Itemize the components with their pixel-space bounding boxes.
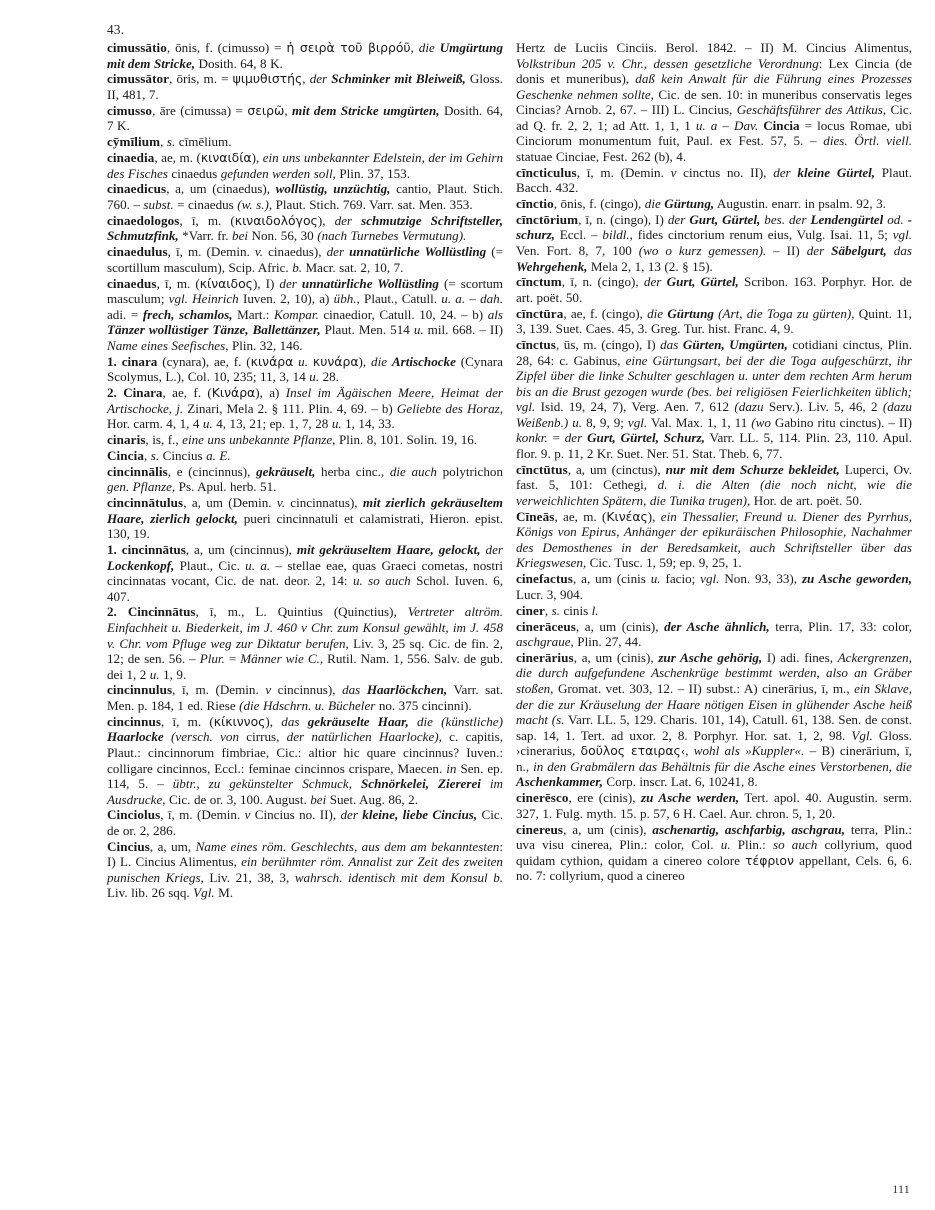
column-left	[107, 40, 503, 901]
dictionary-entry: cīnctūtus, a, um (cinctus), nur mit dem Schurze bekleidet, Luperci, Ov. fast. 5, 101: Cethegi, d. i. die Alten (die noch nicht, wie die verweichlichten Spätern, die Tunika trugen), Hor. de art. poët. 50.	[516, 461, 913, 508]
dictionary-entry: cimussātor, ōris, m. = ψιμυθιστής, der Schminker mit Bleiweiß, Gloss. II, 481, 7.	[107, 71, 503, 102]
dictionary-entry: 1. cincinnātus, a, um (cincinnus), mit gekräuseltem Haare, gelockt, der Lockenkopf, Plaut., Cic. u. a. – stellae eae, quas Graeci cometas, nostri cincinnatas vocant, Cic. de nat. deor. 2, 14: u. so auch Schol. Iuven. 6, 407.	[107, 541, 503, 604]
dictionary-entry: cinereus, a, um (cinis), aschenartig, aschfarbig, aschgrau, terra, Plin.: uva visu cinerea, Plin.: color, Col. u. Plin.: so auch collyrium, quod quidam cythion, quidam a cinereo colore τέφριον appellant, Cels. 6, 6. no. 7: collyrium, quod a cinereo	[516, 821, 913, 884]
dictionary-entry: cincinnātulus, a, um (Demin. v. cincinnatus), mit zierlich gekräuseltem Haare, zierlich gelockt, pueri cincinnatuli et calamistrati, Hieron. epist. 130, 19.	[107, 495, 503, 542]
dictionary-entry: cinaedulus, ī, m. (Demin. v. cinaedus), der unnatürliche Wollüstling (= scortillum masculum), Scip. Afric. b. Macr. sat. 2, 10, 7.	[107, 244, 504, 275]
dictionary-entry: 1. cinara (cynara), ae, f. (κινάρα u. κυνάρα), die Artischocke (Cynara Scolymus, L.), Col. 10, 235; 11, 3, 14 u. 28.	[107, 353, 503, 385]
dictionary-entry: ciner, s. cinis l.	[516, 602, 599, 618]
dictionary-entry: cincinnus, ī, m. (κίκιννος), das gekräuselte Haar, die (künstliche) Haarlocke (versch. von cirrus, der natürlichen Haarlocke), c. capitis, Plaut.: cincinnorum fimbriae, Cic.: altior hic quare cincinnus? Iuven.: colligare cincinnos, Eccl.: feminae cincinnos crispare, Maecen. in Sen. ep. 114, 5. – übtr., zu gekünstelter Schmuck, Schnörkelei, Ziererei im Ausdrucke, Cic. de or. 3, 100. August. bei Suet. Aug. 86, 2.	[107, 713, 503, 807]
dictionary-entry: Hertz de Luciis Cinciis. Berol. 1842. – II) M. Cincius Alimentus, Volkstribun 205 v. Chr., dessen gesetzliche Verordnung: Lex Cincia (de donis et muneribus), daß kein Anwalt für die Führung eines Prozesses Geschenke nehmen sollte, Cic. de sen. 10: in muneribus conservatis leges Cincias? Arnob. 2, 67. – III) L. Cincius, Geschäftsführer des Attikus, Cic. ad Q. fr. 2, 2, 1; ad Att. 1, 1, 1 u. a – Dav. Cincia = locus Romae, ubi Cinciorum monumentum fuit, Paul. ex Fest. 57, 5. – dies. Örtl. viell. statuae Cinciae, Fest. 262 (b), 4.	[516, 40, 913, 164]
dictionary-entry: cȳmīlium, s. cīmēlium.	[107, 134, 232, 150]
dictionary-entry: cinerāceus, a, um (cinis), der Asche ähnlich, terra, Plin. 17, 33: color, aschgraue, Plin. 27, 44.	[516, 618, 912, 650]
dictionary-entry: cinaedologos, ī, m. (κιναιδολόγος), der schmutzige Schriftsteller, Schmutzfink, *Varr. fr. bei Non. 56, 30 (nach Turnebes Vermutung).	[107, 212, 503, 244]
dictionary-entry: cinaedus, ī, m. (κίναιδος), I) der unnatürliche Wollüstling (= scortum masculum; vgl. Heinrich Iuven. 2, 10), a) übh., Plaut., Catull. u. a. – dah. adi. = frech, schamlos, Mart.: Kompar. cinaedior, Catull. 10, 24. – b) als Tänzer wollüstiger Tänze, Ballettänzer, Plaut. Men. 514 u. mil. 668. – II) Name eines Seefisches, Plin. 32, 146.	[107, 275, 504, 353]
dictionary-entry: 2. Cinara, ae, f. (Κινάρα), a) Insel im Ägäischen Meere, Heimat der Artischocke, j. Zinari, Mela 2. § 111. Plin. 4, 69. – b) Geliebte des Horaz, Hor. carm. 4, 1, 4 u. 4, 13, 21; ep. 1, 7, 28 u. 1, 14, 33.	[107, 385, 503, 432]
dictionary-entry: cīnctio, ōnis, f. (cingo), die Gürtung, Augustin. enarr. in psalm. 92, 3.	[516, 196, 886, 212]
dictionary-entry: cīnctūra, ae, f. (cingo), die Gürtung (Art, die Toga zu gürten), Quint. 11, 3, 139. Suet. Caes. 45, 3. Greg. Tur. hist. Franc. 4, 9.	[516, 305, 912, 337]
dictionary-entry: cinefactus, a, um (cinis u. facio; vgl. Non. 93, 33), zu Asche geworden, Lucr. 3, 904.	[516, 571, 912, 602]
dictionary-entry: cimusso, āre (cimussa) = σειρῶ, mit dem Stricke umgürten, Dosith. 64, 7 K.	[107, 102, 503, 134]
dictionary-entry: 2. Cincinnātus, ī, m., L. Quintius (Quinctius), Vertreter altröm. Einfachheit u. Biederkeit, im J. 460 v Chr. zum Konsul gewählt, im J. 458 v. Chr. vom Pfluge weg zur Diktatur berufen, Liv. 3, 25 sq. Cic. de fin. 2, 12; de sen. 56. – Plur. = Männer wie C., Rutil. Nam. 1, 556. Salv. de gub. dei 1, 2 u. 1, 9.	[107, 604, 503, 682]
page-number: 111	[892, 1184, 910, 1196]
dictionary-entry: cinaris, is, f., eine uns unbekannte Pflanze, Plin. 8, 101. Solin. 19, 16.	[107, 431, 478, 447]
text-columns	[0, 40, 935, 1190]
dictionary-entry: cimussātio, ōnis, f. (cimusso) = ἡ σειρὰ τοῦ βιρρόῦ, die Umgürtung mit dem Stricke, Dosith. 64, 8 K.	[107, 40, 504, 71]
dictionary-entry: cincinnālis, e (cincinnus), gekräuselt, herba cinc., die auch polytrichon gen. Pflanze, Ps. Apul. herb. 51.	[107, 463, 503, 495]
dictionary-entry: cinerēsco, ere (cinis), zu Asche werden, Tert. apol. 40. Augustin. serm. 327, 1. Fulg. myth. 15. p. 57, 6 H. Cael. Aur. chron. 5, 1, 20.	[516, 790, 912, 821]
dictionary-entry: Cīneās, ae, m. (Κινέας), ein Thessalier, Freund u. Diener des Pyrrhus, Königs von Epirus, Anhänger der epikuräischen Philosophie, Nachahmer des Demosthenes in der Beredsamkeit, auch Schriftsteller über das Kriegswesen, Cic. Tusc. 1, 59; ep. 9, 25, 1.	[516, 508, 912, 571]
dictionary-entry: cincinnulus, ī, m. (Demin. v cincinnus), das Haarlöckchen, Varr. sat. Men. p. 184, 1 ed. Riese (die Hdschrn. u. Bücheler no. 375 cincinni).	[107, 682, 504, 714]
dictionary-entry: cīncticulus, ī, m. (Demin. v cinctus no. II), der kleine Gürtel, Plaut. Bacch. 432.	[516, 164, 912, 196]
column-right	[516, 40, 912, 884]
dictionary-entry: cinerārius, a, um (cinis), zur Asche gehörig, I) adi. fines, Ackergrenzen, die durch aufgefundene Aschenkrüge bestimmt werden, also an Gräber stoßen, Gromat. vet. 303, 12. – II) subst.: A) cinerārius, ī, m., ein Sklave, der die zur Kräuselung der Haare nötigen Eisen in glühender Asche heiß macht (s. Varr. LL. 5, 129. Charis. 101, 14), Catull. 61, 138. Sen. de const. sap. 14, 1. Tert. ad uxor. 2, 8. Porphyr. Hor. sat. 1, 2, 98. Vgl. Gloss. ›cinerarius, δοῦλος εταιρας‹, wohl als »Kuppler«. – B) cinerārium, ī, n., in den Grabmälern das Behältnis für die Asche eines Verstorbenen, die Aschenkammer, Corp. inscr. Lat. 6, 10241, 8.	[516, 649, 913, 790]
folio-marker: 43.	[107, 22, 125, 37]
dictionary-entry: cīnctum, ī, n. (cingo), der Gurt, Gürtel, Scribon. 163. Porphyr. Hor. de art. poët. 50.	[516, 274, 912, 305]
dictionary-entry: cīnctus, ūs, m. (cingo), I) das Gürten, Umgürten, cotidiani cinctus, Plin. 28, 64: c. Gabinus, eine Gürtungsart, bei der die Toga aufgeschürzt, ihr Zipfel über die linke Schulter geschlagen u. unter dem rechten Arm herum bis an die Brust gezogen wurde (bes. bei religiösen Feierlichkeiten üblich; vgl. Isid. 19, 24, 7), Verg. Aen. 7, 612 (dazu Serv.). Liv. 5, 46, 2 (dazu Weißenb.) u. 8, 9, 9; vgl. Val. Max. 1, 1, 11 (wo Gabino ritu cinctus). – II) konkr. = der Gurt, Gürtel, Schurz, Varr. LL. 5, 114. Plin. 23, 110. Apul. flor. 9. p. 11, 2 Kr. Suet. Ner. 51. Stat. Theb. 6, 77.	[516, 337, 912, 461]
dictionary-entry: cinaedia, ae, m. (κιναιδία), ein uns unbekannter Edelstein, der im Gehirn des Fisches cinaedus gefunden werden soll, Plin. 37, 153.	[107, 150, 503, 181]
dictionary-entry: cīnctōrium, ī, n. (cingo), I) der Gurt, Gürtel, bes. der Lendengürtel od. -schurz, Eccl. – bildl., fides cinctorium renum eius, Vulg. Isai. 11, 5; vgl. Ven. Fort. 8, 7, 100 (wo o kurz gemessen). – II) der Säbelgurt, das Wehrgehenk, Mela 2, 1, 13 (2. § 15).	[516, 211, 913, 274]
dictionary-entry: Cincia, s. Cincius a. E.	[107, 447, 231, 463]
dictionary-entry: Cinciolus, ī, m. (Demin. v Cincius no. II), der kleine, liebe Cincius, Cic. de or. 2, 286.	[107, 807, 503, 838]
dictionary-entry: cinaedicus, a, um (cinaedus), wollüstig, unzüchtig, cantio, Plaut. Stich. 760. – subst. = cinaedus (w. s.), Plaut. Stich. 769. Varr. sat. Men. 353.	[107, 181, 503, 212]
dictionary-entry: Cincius, a, um, Name eines röm. Geschlechts, aus dem am bekanntesten: I) L. Cincius Alimentus, ein berühmter röm. Annalist zur Zeit des zweiten punischen Kriegs, Liv. 21, 38, 3, wahrsch. identisch mit dem Konsul b. Liv. lib. 26 sqq. Vgl. M.	[107, 838, 504, 901]
